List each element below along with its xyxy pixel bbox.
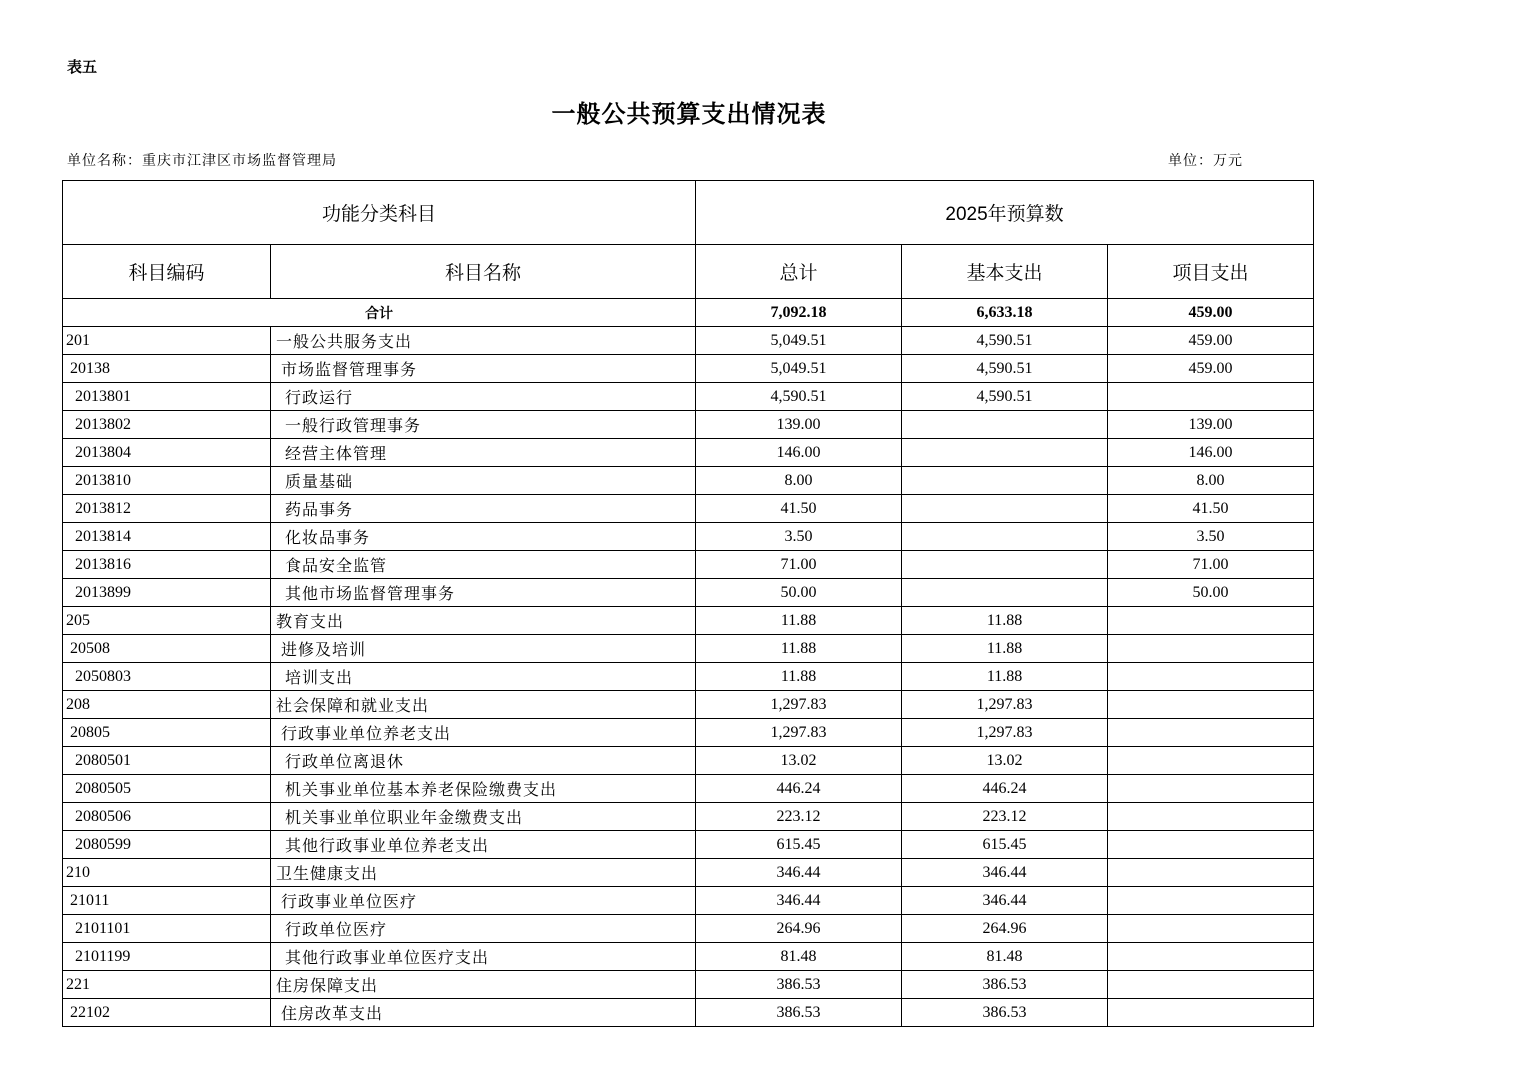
subject-code-cell: 2080506 <box>63 803 271 831</box>
table-row <box>63 439 1314 467</box>
table-row <box>63 999 1314 1027</box>
project-expense-cell: 3.50 <box>1108 523 1314 551</box>
basic-expense-cell: 4,590.51 <box>902 327 1108 355</box>
total-cell: 11.88 <box>696 635 902 663</box>
total-cell: 3.50 <box>696 523 902 551</box>
project-expense-cell: 71.00 <box>1108 551 1314 579</box>
project-expense-cell <box>1108 915 1314 943</box>
subject-code-cell: 2050803 <box>63 663 271 691</box>
subject-name-cell: 进修及培训 <box>271 635 696 663</box>
subject-code-cell: 20805 <box>63 719 271 747</box>
total-cell: 264.96 <box>696 915 902 943</box>
project-expense-cell <box>1108 747 1314 775</box>
total-basic-amount: 6,633.18 <box>902 299 1108 327</box>
total-cell: 1,297.83 <box>696 691 902 719</box>
total-cell: 386.53 <box>696 971 902 999</box>
basic-expense-cell: 81.48 <box>902 943 1108 971</box>
subject-name-cell: 住房保障支出 <box>271 971 696 999</box>
table-row <box>63 719 1314 747</box>
basic-expense-cell: 11.88 <box>902 635 1108 663</box>
table-row <box>63 607 1314 635</box>
currency-unit-label: 单位：万元 <box>1168 153 1243 169</box>
table-row <box>63 663 1314 691</box>
basic-expense-cell: 346.44 <box>902 859 1108 887</box>
basic-expense-cell: 446.24 <box>902 775 1108 803</box>
basic-expense-cell: 11.88 <box>902 607 1108 635</box>
subject-code-cell: 2013801 <box>63 383 271 411</box>
header-row-2 <box>63 245 1314 299</box>
subject-name-cell: 质量基础 <box>271 467 696 495</box>
table-row <box>63 691 1314 719</box>
subject-code-cell: 2013814 <box>63 523 271 551</box>
header-subject-code: 科目编码 <box>63 245 271 299</box>
header-total: 总计 <box>696 245 902 299</box>
project-expense-cell: 459.00 <box>1108 327 1314 355</box>
subject-name-cell: 行政单位离退休 <box>271 747 696 775</box>
subject-name-cell: 行政事业单位医疗 <box>271 887 696 915</box>
basic-expense-cell: 4,590.51 <box>902 355 1108 383</box>
subject-code-cell: 20508 <box>63 635 271 663</box>
total-cell: 1,297.83 <box>696 719 902 747</box>
total-cell: 8.00 <box>696 467 902 495</box>
table-row <box>63 775 1314 803</box>
table-row <box>63 887 1314 915</box>
table-row <box>63 551 1314 579</box>
subject-code-cell: 2013810 <box>63 467 271 495</box>
subject-code-cell: 2013804 <box>63 439 271 467</box>
total-cell: 5,049.51 <box>696 327 902 355</box>
subject-name-cell: 一般公共服务支出 <box>271 327 696 355</box>
subject-name-cell: 一般行政管理事务 <box>271 411 696 439</box>
subject-name-cell: 行政单位医疗 <box>271 915 696 943</box>
project-expense-cell <box>1108 831 1314 859</box>
table-row <box>63 803 1314 831</box>
subject-code-cell: 205 <box>63 607 271 635</box>
subject-name-cell: 机关事业单位基本养老保险缴费支出 <box>271 775 696 803</box>
total-cell: 11.88 <box>696 663 902 691</box>
table-row <box>63 355 1314 383</box>
total-cell: 346.44 <box>696 859 902 887</box>
table-row <box>63 495 1314 523</box>
project-expense-cell <box>1108 663 1314 691</box>
subject-name-cell: 教育支出 <box>271 607 696 635</box>
project-expense-cell <box>1108 999 1314 1027</box>
basic-expense-cell: 386.53 <box>902 999 1108 1027</box>
subject-name-cell: 经营主体管理 <box>271 439 696 467</box>
project-expense-cell: 459.00 <box>1108 355 1314 383</box>
unit-name-label: 单位名称：重庆市江津区市场监督管理局 <box>67 153 337 169</box>
subject-name-cell: 食品安全监管 <box>271 551 696 579</box>
basic-expense-cell: 386.53 <box>902 971 1108 999</box>
subject-code-cell: 2013812 <box>63 495 271 523</box>
table-row <box>63 859 1314 887</box>
project-expense-cell <box>1108 775 1314 803</box>
total-cell: 4,590.51 <box>696 383 902 411</box>
total-cell: 81.48 <box>696 943 902 971</box>
subject-code-cell: 201 <box>63 327 271 355</box>
project-expense-cell <box>1108 803 1314 831</box>
subject-name-cell: 住房改革支出 <box>271 999 696 1027</box>
total-cell: 615.45 <box>696 831 902 859</box>
subject-code-cell: 2013816 <box>63 551 271 579</box>
basic-expense-cell: 346.44 <box>902 887 1108 915</box>
subject-name-cell: 机关事业单位职业年金缴费支出 <box>271 803 696 831</box>
basic-expense-cell <box>902 523 1108 551</box>
basic-expense-cell <box>902 495 1108 523</box>
header-row-1 <box>63 181 1314 245</box>
subject-code-cell: 2101199 <box>63 943 271 971</box>
total-cell: 50.00 <box>696 579 902 607</box>
project-expense-cell <box>1108 607 1314 635</box>
basic-expense-cell <box>902 551 1108 579</box>
project-expense-cell: 8.00 <box>1108 467 1314 495</box>
project-expense-cell: 41.50 <box>1108 495 1314 523</box>
table-number: 表五 <box>67 58 98 76</box>
basic-expense-cell: 11.88 <box>902 663 1108 691</box>
basic-expense-cell: 1,297.83 <box>902 691 1108 719</box>
basic-expense-cell: 4,590.51 <box>902 383 1108 411</box>
subject-code-cell: 22102 <box>63 999 271 1027</box>
basic-expense-cell: 13.02 <box>902 747 1108 775</box>
basic-expense-cell <box>902 467 1108 495</box>
table-row <box>63 747 1314 775</box>
total-cell: 71.00 <box>696 551 902 579</box>
table-row <box>63 943 1314 971</box>
basic-expense-cell <box>902 579 1108 607</box>
subject-code-cell: 2080599 <box>63 831 271 859</box>
total-cell: 346.44 <box>696 887 902 915</box>
budget-expenditure-table <box>62 180 1314 1027</box>
subject-name-cell: 其他行政事业单位医疗支出 <box>271 943 696 971</box>
subject-code-cell: 2080501 <box>63 747 271 775</box>
subject-name-cell: 市场监督管理事务 <box>271 355 696 383</box>
subject-name-cell: 药品事务 <box>271 495 696 523</box>
subject-code-cell: 221 <box>63 971 271 999</box>
header-project-expense: 项目支出 <box>1108 245 1314 299</box>
subject-name-cell: 其他市场监督管理事务 <box>271 579 696 607</box>
total-project-amount: 459.00 <box>1108 299 1314 327</box>
total-cell: 146.00 <box>696 439 902 467</box>
total-cell: 223.12 <box>696 803 902 831</box>
document-title: 一般公共预算支出情况表 <box>551 99 827 128</box>
project-expense-cell <box>1108 691 1314 719</box>
table-row <box>63 831 1314 859</box>
project-expense-cell: 146.00 <box>1108 439 1314 467</box>
project-expense-cell: 50.00 <box>1108 579 1314 607</box>
subject-code-cell: 21011 <box>63 887 271 915</box>
header-basic-expense: 基本支出 <box>902 245 1108 299</box>
subject-name-cell: 行政运行 <box>271 383 696 411</box>
subject-name-cell: 行政事业单位养老支出 <box>271 719 696 747</box>
project-expense-cell: 139.00 <box>1108 411 1314 439</box>
basic-expense-cell: 223.12 <box>902 803 1108 831</box>
total-cell: 13.02 <box>696 747 902 775</box>
table-row <box>63 523 1314 551</box>
project-expense-cell <box>1108 635 1314 663</box>
project-expense-cell <box>1108 971 1314 999</box>
total-row <box>63 299 1314 327</box>
subject-name-cell: 其他行政事业单位养老支出 <box>271 831 696 859</box>
subject-name-cell: 卫生健康支出 <box>271 859 696 887</box>
table-row <box>63 971 1314 999</box>
basic-expense-cell <box>902 411 1108 439</box>
table-row <box>63 411 1314 439</box>
project-expense-cell <box>1108 943 1314 971</box>
table-row <box>63 579 1314 607</box>
subject-code-cell: 2013802 <box>63 411 271 439</box>
subject-code-cell: 2013899 <box>63 579 271 607</box>
total-cell: 11.88 <box>696 607 902 635</box>
subject-name-cell: 化妆品事务 <box>271 523 696 551</box>
total-amount: 7,092.18 <box>696 299 902 327</box>
subject-name-cell: 社会保障和就业支出 <box>271 691 696 719</box>
header-subject-name: 科目名称 <box>271 245 696 299</box>
table-row <box>63 467 1314 495</box>
total-cell: 5,049.51 <box>696 355 902 383</box>
subject-name-cell: 培训支出 <box>271 663 696 691</box>
table-row <box>63 635 1314 663</box>
table-row <box>63 915 1314 943</box>
header-functional-category: 功能分类科目 <box>63 181 696 245</box>
project-expense-cell <box>1108 887 1314 915</box>
total-cell: 446.24 <box>696 775 902 803</box>
project-expense-cell <box>1108 383 1314 411</box>
basic-expense-cell <box>902 439 1108 467</box>
table-row <box>63 383 1314 411</box>
subject-code-cell: 210 <box>63 859 271 887</box>
basic-expense-cell: 615.45 <box>902 831 1108 859</box>
subject-code-cell: 20138 <box>63 355 271 383</box>
header-budget-year: 2025年预算数 <box>696 181 1314 245</box>
subject-code-cell: 2080505 <box>63 775 271 803</box>
basic-expense-cell: 1,297.83 <box>902 719 1108 747</box>
table-row <box>63 327 1314 355</box>
total-cell: 41.50 <box>696 495 902 523</box>
subject-code-cell: 208 <box>63 691 271 719</box>
total-cell: 386.53 <box>696 999 902 1027</box>
total-cell: 139.00 <box>696 411 902 439</box>
basic-expense-cell: 264.96 <box>902 915 1108 943</box>
subject-code-cell: 2101101 <box>63 915 271 943</box>
total-label: 合计 <box>63 299 696 327</box>
project-expense-cell <box>1108 859 1314 887</box>
project-expense-cell <box>1108 719 1314 747</box>
